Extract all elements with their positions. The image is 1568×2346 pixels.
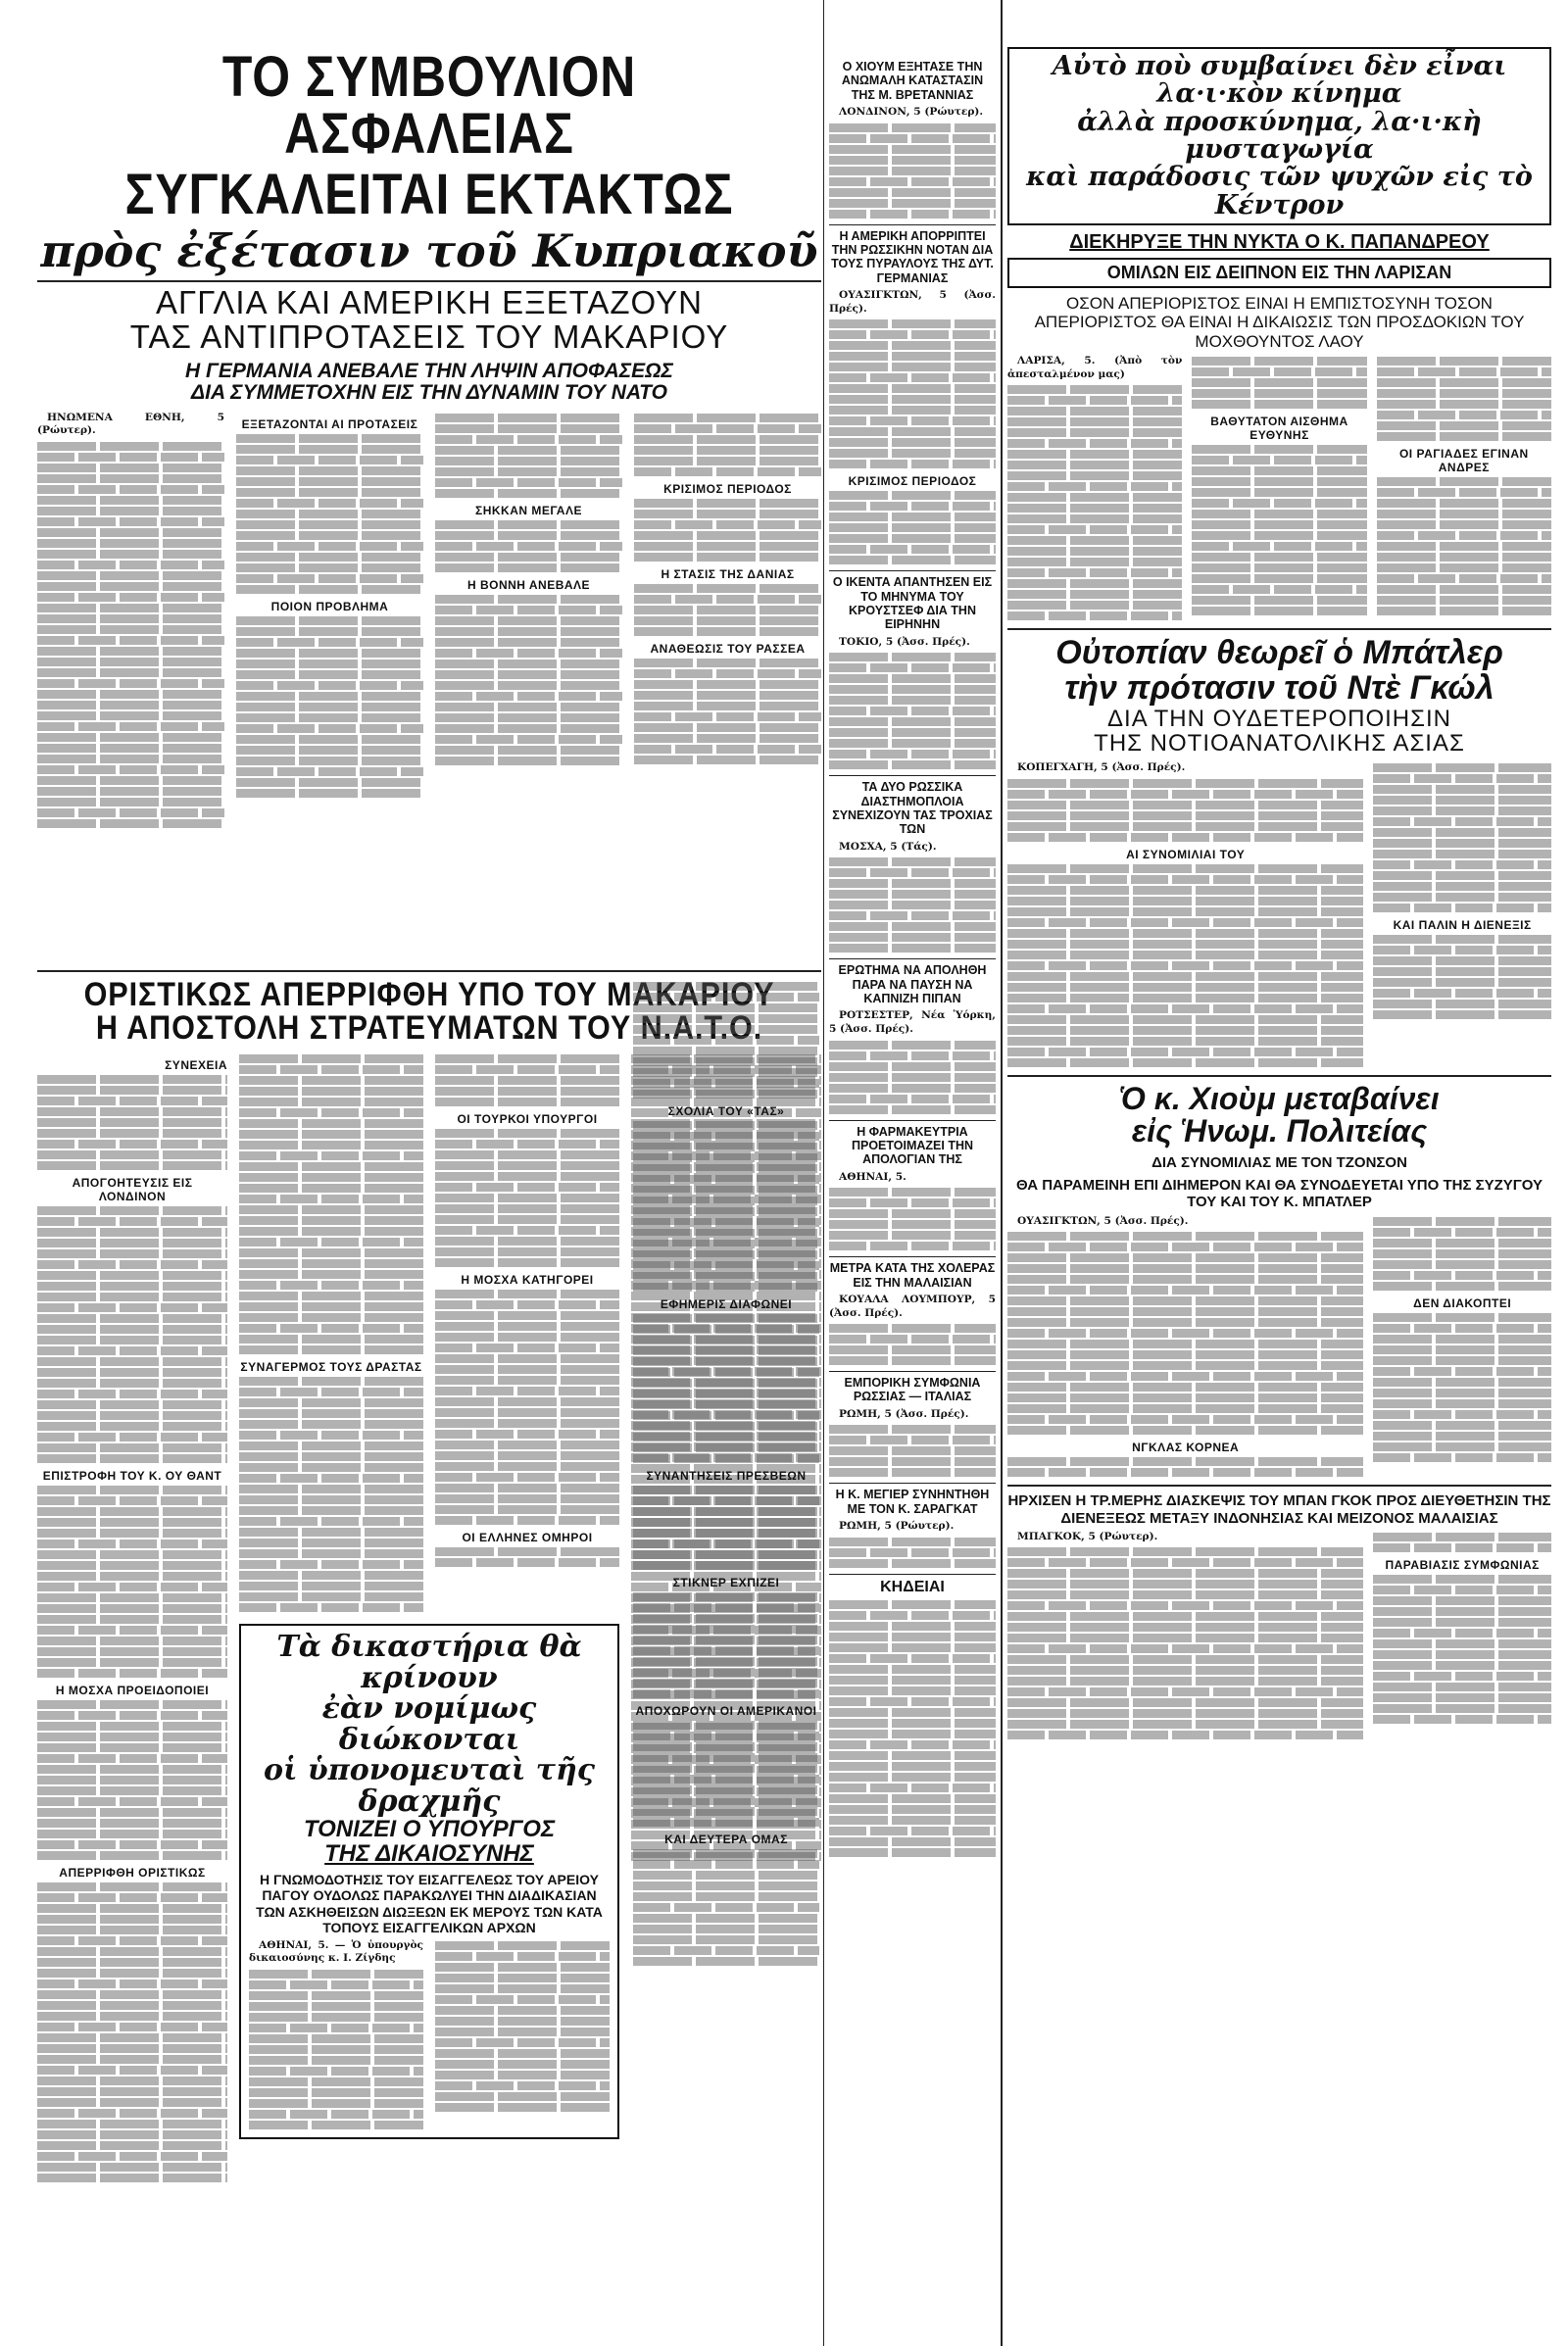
middle-inner-column [633, 980, 819, 2346]
courts-headline-line3: οἱ ὑπονομευταὶ τῆς δραχμῆς [263, 1753, 596, 1819]
story8-title: ΕΜΠΟΡΙΚΗ ΣΥΜΦΩΝΙΑ ΡΩΣΣΙΑΣ — ΙΤΑΛΙΑΣ [829, 1371, 996, 1404]
papandreou-headline-line2: ἀλλὰ προσκύνημα, λα·ι·κὴ μυσταγωγία [1077, 106, 1482, 166]
section-heading: ΣΧΟΛΙΑ ΤΟΥ «ΤΑΣ» [667, 1104, 785, 1118]
divider [1007, 1485, 1551, 1487]
story9-title: Η Κ. ΜΕΓΙΕΡ ΣΥΝΗΝΤΗΘΗ ΜΕ ΤΟΝ Κ. ΣΑΡΑΓΚΑΤ [829, 1483, 996, 1516]
section-heading: ΑΠΟΧΩΡΟΥΝ ΟΙ ΑΜΕΡΙΚΑΝΟΙ [635, 1704, 817, 1718]
papandreou-headline-line1: Αὐτὸ ποὺ συμβαίνει δὲν εἶναι λα·ι·κὸν κίνημα [1052, 51, 1507, 110]
story5-title: ΕΡΩΤΗΜΑ ΝΑ ΑΠΟΛΗΘΗ ΠΑΡΑ ΝΑ ΠΑΥΣΗ ΝΑ ΚΑΠΝΙΖΗ ΠΙΠΑΝ [829, 958, 996, 1005]
papandreou-dateline: ΛΑΡΙΣΑ, 5. (Ἀπὸ τὸν ἀπεσταλμένον μας) [1007, 355, 1183, 380]
divider [1007, 628, 1551, 630]
section-heading: ΕΞΕΤΑΖΟΝΤΑΙ ΑΙ ΠΡΟΤΑΣΕΙΣ [241, 416, 418, 431]
column-rule [1001, 0, 1003, 2346]
papandreou-label-box [1007, 258, 1551, 288]
section-heading: ΝΓΚΛΑΣ ΚΟΡΝΕΑ [1132, 1441, 1240, 1455]
section-heading: ΚΑΙ ΔΕΥΤΕΡΑ ΟΜΑΣ [664, 1833, 788, 1846]
courts-headline-line1: Τὰ δικαστήρια θὰ κρίνουν [276, 1630, 582, 1695]
story3-title: Ο ΙΚΕΝΤΑ ΑΠΑΝΤΗΣΕΝ ΕΙΣ ΤΟ ΜΗΝΥΜΑ ΤΟΥ ΚΡΟΥΣΤΣΕΦ ΔΙΑ ΤΗΝ ΕΙΡΗΝΗΝ [829, 570, 996, 632]
nato-headline-line1: ΟΡΙΣΤΙΚΩΣ ΑΠΕΡΡΙΦΘΗ ΥΠΟ ΤΟΥ ΜΑΚΑΡΙΟΥ [83, 978, 775, 1013]
section-heading: ΣΥΝΑΓΕΡΜΟΣ ΤΟΥΣ ΔΡΑΣΤΑΣ [240, 1360, 422, 1374]
story6-dateline: ΑΘΗΝΑΙ, 5. [839, 1170, 906, 1183]
lead-headline-line3: πρὸς ἐξέτασιν τοῦ Κυπριακοῦ [40, 224, 818, 277]
continued-label: ΣΥΝΕΧΕΙΑ [165, 1058, 227, 1072]
papandreou-label: ΟΜΙΛΩΝ ΕΙΣ ΔΕΙΠΝΟΝ ΕΙΣ ΤΗΝ ΛΑΡΙΣΑΝ [1106, 263, 1452, 283]
section-heading: ΚΡΙΣΙΜΟΣ ΠΕΡΙΟΔΟΣ [848, 474, 977, 489]
section-heading: Η ΜΟΣΧΑ ΠΡΟΕΙΔΟΠΟΙΕΙ [55, 1684, 210, 1697]
lead-deck-line1: Η ΓΕΡΜΑΝΙΑ ΑΝΕΒΑΛΕ ΤΗΝ ΛΗΨΙΝ ΑΠΟΦΑΣΕΩΣ [185, 359, 673, 382]
courts-dateline: ΑΘΗΝΑΙ, 5. — Ὁ ὑπουργὸς δικαιοσύνης κ. Ι. Ζίγδης [249, 1938, 423, 1965]
section-heading: ΣΥΝΑΝΤΗΣΕΙΣ ΠΡΕΣΒΕΩΝ [646, 1469, 807, 1483]
section-heading: ΑΝΑΘΕΩΣΙΣ ΤΟΥ ΡΑΣΣΕΑ [650, 641, 806, 656]
nato-col-2-3 [239, 1052, 619, 2184]
section-heading: ΣΤΙΚΝΕΡ ΕΧΠΙΖΕΙ [672, 1576, 780, 1589]
butler-headline-line1: Οὐτοπίαν θεωρεῖ ὁ Μπάτλερ [1055, 634, 1503, 672]
lead-col-3 [435, 412, 622, 830]
lead-col-4 [634, 412, 821, 830]
lead-col-2 [236, 412, 423, 830]
butler-headline-line2: τὴν πρότασιν τοῦ Ντὲ Γκώλ [1064, 669, 1494, 708]
butler-body [1007, 761, 1551, 1069]
section-heading: ΕΠΙΣΤΡΟΦΗ ΤΟΥ Κ. ΟΥ ΘΑΝΤ [42, 1469, 222, 1483]
lead-subhead-line2: ΤΑΣ ΑΝΤΙΠΡΟΤΑΣΕΙΣ ΤΟΥ ΜΑΚΑΡΙΟΥ [129, 318, 729, 355]
butler-dateline: ΚΟΠΕΓΧΑΓΗ, 5 (Ἀσσ. Πρές). [1017, 761, 1186, 774]
lead-headline-line2: ΣΥΓΚΑΛΕΙΤΑΙ ΕΚΤΑΚΤΩΣ [124, 163, 734, 226]
section-heading: Η ΒΟΝΝΗ ΑΝΕΒΑΛΕ [466, 577, 591, 592]
section-heading: ΟΙ ΤΟΥΡΚΟΙ ΥΠΟΥΡΓΟΙ [457, 1112, 598, 1126]
story9-dateline: ΡΩΜΗ, 5 (Ρώυτερ). [839, 1520, 955, 1533]
divider [1007, 1075, 1551, 1077]
section-heading: ΑΠΕΡΡΙΦΘΗ ΟΡΙΣΤΙΚΩΣ [59, 1866, 206, 1880]
story2-dateline: ΟΥΑΣΙΓΚΤΩΝ, 5 (Ἀσσ. Πρές). [829, 289, 996, 315]
section-heading: ΠΑΡΑΒΙΑΣΙΣ ΣΥΜΦΩΝΙΑΣ [1385, 1557, 1540, 1572]
section-heading: ΕΦΗΜΕΡΙΣ ΔΙΑΦΩΝΕΙ [660, 1297, 793, 1311]
story8-dateline: ΡΩΜΗ, 5 (Ἀσσ. Πρές). [839, 1407, 969, 1420]
papandreou-subhead: ΔΙΕΚΗΡΥΞΕ ΤΗΝ ΝΥΚΤΑ Ο Κ. ΠΑΠΑΝΔΡΕΟΥ [1069, 231, 1490, 254]
courts-story [239, 1624, 619, 2139]
courts-headline-line5: ΤΗΣ ΔΙΚΑΙΟΣΥΝΗΣ [324, 1840, 534, 1868]
courts-headline-line2: ἐὰν νομίμως διώκονται [321, 1691, 537, 1757]
hume-headline-line2: εἰς Ἡνωμ. Πολιτείας [1131, 1113, 1428, 1149]
hume-dateline: ΟΥΑΣΙΓΚΤΩΝ, 5 (Ἀσσ. Πρές). [1017, 1214, 1189, 1227]
deaths-title: ΚΗΔΕΙΑΙ [829, 1574, 996, 1596]
lead-deck-line2: ΔΙΑ ΣΥΜΜΕΤΟΧΗΝ ΕΙΣ ΤΗΝ ΔΥΝΑΜΙΝ ΤΟΥ ΝΑΤΟ [191, 380, 667, 404]
story1-title: Ο ΧΙΟΥΜ ΕΞΗΤΑΣΕ ΤΗΝ ΑΝΩΜΑΛΗ ΚΑΤΑΣΤΑΣΙΝ ΤΗΣ Μ. ΒΡΕΤΑΝΝΙΑΣ [841, 60, 984, 102]
papandreou-headline-box [1007, 47, 1551, 225]
section-heading: ΑΙ ΣΥΝΟΜΙΛΙΑΙ ΤΟΥ [1126, 847, 1246, 861]
divider [37, 280, 821, 282]
butler-headline-line4: ΤΗΣ ΝΟΤΙΟΑΝΑΤΟΛΙΚΗΣ ΑΣΙΑΣ [1094, 730, 1465, 758]
story2-title: Η ΑΜΕΡΙΚΗ ΑΠΟΡΡΙΠΤΕΙ ΤΗΝ ΡΩΣΣΙΚΗΝ ΝΟΤΑΝ ΔΙΑ ΤΟΥΣ ΠΥΡΑΥΛΟΥΣ ΤΗΣ ΔΥΤ. ΓΕΡΜΑΝΙΑΣ [829, 224, 996, 286]
section-heading: Η ΣΤΑΣΙΣ ΤΗΣ ΔΑΝΙΑΣ [661, 566, 795, 581]
hume-deck: ΘΑ ΠΑΡΑΜΕΙΝΗ ΕΠΙ ΔΙΗΜΕΡΟΝ ΚΑΙ ΘΑ ΣΥΝΟΔΕΥΕΤΑΙ ΥΠΟ ΤΗΣ ΣΥΖΥΓΟΥ ΤΟΥ ΚΑΙ ΤΟΥ Κ. ΜΠΑΤΛΕΡ [1015, 1177, 1544, 1211]
courts-deck: Η ΓΝΩΜΟΔΟΤΗΣΙΣ ΤΟΥ ΕΙΣΑΓΓΕΛΕΩΣ ΤΟΥ ΑΡΕΙΟΥ ΠΑΓΟΥ ΟΥΔΟΛΩΣ ΠΑΡΑΚΩΛΥΕΙ ΤΗΝ ΔΙΑΔΙΚΑΣΙΑΝ ΤΩΝ ΑΣΚΗΘΕΙΣΩΝ ΔΙΩΞΕΩΝ ΕΚ ΜΕΡΟΥΣ ΤΩΝ ΚΑΤΑ ΤΟΠΟΥΣ ΕΙΣΑΓΓΕΛΙΚΩΝ ΑΡΧΩΝ [256, 1872, 603, 1935]
hume-body [1007, 1215, 1551, 1480]
story7-title: ΜΕΤΡΑ ΚΑΤΑ ΤΗΣ ΧΟΛΕΡΑΣ ΕΙΣ ΤΗΝ ΜΑΛΑΙΣΙΑΝ [829, 1256, 996, 1290]
courts-headline-line4: ΤΟΝΙΖΕΙ Ο ΥΠΟΥΡΓΟΣ [303, 1816, 556, 1842]
section-heading: Η ΜΟΣΧΑ ΚΑΤΗΓΟΡΕΙ [461, 1273, 594, 1287]
story5-dateline: ΡΟΤΣΕΣΤΕΡ, Νέα Ὑόρκη, 5 (Ἀσσ. Πρές). [829, 1009, 996, 1036]
lead-headline-line1: ΤΟ ΣΥΜΒΟΥΛΙΟΝ ΑΣΦΑΛΕΙΑΣ [221, 49, 637, 166]
section-heading: ΚΑΙ ΠΑΛΙΝ Η ΔΙΕΝΕΞΙΣ [1393, 918, 1532, 933]
nato-headline-line2: Η ΑΠΟΣΤΟΛΗ ΣΤΡΑΤΕΥΜΑΤΩΝ ΤΟΥ Ν.Α.Τ.Ο. [95, 1009, 763, 1047]
papandreou-headline-line3: καὶ παράδοσις τῶν ψυχῶν εἰς τὸ Κέντρον [1026, 162, 1533, 220]
section-heading: ΟΙ ΡΑΓΙΑΔΕΣ ΕΓΙΝΑΝ ΑΝΔΡΕΣ [1398, 447, 1529, 475]
bangkok-body [1007, 1531, 1551, 1742]
section-heading: ΚΡΙΣΙΜΟΣ ΠΕΡΙΟΔΟΣ [663, 481, 792, 496]
column-rule [823, 0, 824, 2346]
section-heading: ΣΗΚΚΑΝ ΜΕΓΑΛΕ [475, 503, 582, 517]
divider [37, 970, 821, 972]
section-heading: ΟΙ ΕΛΛΗΝΕΣ ΟΜΗΡΟΙ [462, 1531, 593, 1544]
section-heading: ΒΑΘΥΤΑΤΟΝ ΑΙΣΘΗΜΑ ΕΥΘΥΝΗΣ [1210, 415, 1348, 443]
papandreou-body [1007, 355, 1551, 622]
papandreou-deck: ΟΣΟΝ ΑΠΕΡΙΟΡΙΣΤΟΣ ΕΙΝΑΙ Η ΕΜΠΙΣΤΟΣΥΝΗ ΤΟΣΟΝ ΑΠΕΡΙΟΡΙΣΤΟΣ ΘΑ ΕΙΝΑΙ Η ΔΙΚΑΙΩΣΙΣ ΤΩΝ ΠΡΟΣΔΟΚΙΩΝ ΤΟΥ ΜΟΧΘΟΥΝΤΟΣ ΛΑΟΥ [1034, 293, 1525, 351]
story3-dateline: ΤΟΚΙΟ, 5 (Ἀσσ. Πρές). [839, 635, 970, 648]
lead-story [37, 49, 821, 960]
lead-subhead-line1: ΑΓΓΛΙΑ ΚΑΙ ΑΜΕΡΙΚΗ ΕΞΕΤΑΖΟΥΝ [156, 284, 703, 321]
right-column [1007, 47, 1551, 2346]
story4-title: ΤΑ ΔΥΟ ΡΩΣΣΙΚΑ ΔΙΑΣΤΗΜΟΠΛΟΙΑ ΣΥΝΕΧΙΖΟΥΝ ΤΑΣ ΤΡΟΧΙΑΣ ΤΩΝ [829, 775, 996, 837]
section-heading: ΔΕΝ ΔΙΑΚΟΠΤΕΙ [1413, 1295, 1512, 1310]
butler-headline-line3: ΔΙΑ ΤΗΝ ΟΥΔΕΤΕΡΟΠΟΙΗΣΙΝ [1107, 705, 1451, 732]
story1-dateline: ΛΟΝΔΙΝΟΝ, 5 (Ρώυτερ). [839, 106, 984, 119]
story7-dateline: ΚΟΥΑΛΑ ΛΟΥΜΠΟΥΡ, 5 (Ἀσσ. Πρές). [829, 1294, 996, 1319]
lead-body [37, 412, 821, 830]
section-heading: ΠΟΙΟΝ ΠΡΟΒΛΗΜΑ [270, 599, 389, 613]
bangkok-dateline: ΜΠΑΓΚΟΚ, 5 (Ρώυτερ). [1017, 1530, 1158, 1542]
bangkok-title: ΗΡΧΙΣΕΝ Η ΤΡ.ΜΕΡΗΣ ΔΙΑΣΚΕΨΙΣ ΤΟΥ ΜΠΑΝ ΓΚΟΚ ΠΡΟΣ ΔΙΕΥΘΕΤΗΣΙΝ ΤΗΣ ΔΙΕΝΕΞΕΩΣ ΜΕΤΑΞΥ ΙΝΔΟΝΗΣΙΑΣ ΚΑΙ ΜΕΙΖΟΝΟΣ ΜΑΛΑΙΣΙΑΣ [1007, 1492, 1551, 1527]
hume-headline-line3: ΔΙΑ ΣΥΝΟΜΙΛΙΑΣ ΜΕ ΤΟΝ ΤΖΟΝΣΟΝ [1152, 1153, 1407, 1171]
section-heading: ΑΠΟΓΟΗΤΕΥΣΙΣ ΕΙΣ ΛΟΝΔΙΝΟΝ [72, 1176, 193, 1203]
hume-headline-line1: Ὁ κ. Χιοὺμ μεταβαίνει [1119, 1080, 1440, 1116]
story4-dateline: ΜΟΣΧΑ, 5 (Τάς). [839, 840, 937, 853]
lead-col-1 [37, 412, 224, 830]
lead-dateline: ΗΝΩΜΕΝΑ ΕΘΝΗ, 5 (Ρώυτερ). [37, 411, 224, 437]
middle-column [829, 54, 996, 2346]
nato-col-1 [37, 1052, 227, 2184]
story6-title: Η ΦΑΡΜΑΚΕΥΤΡΙΑ ΠΡΟΕΤΟΙΜΑΖΕΙ ΤΗΝ ΑΠΟΛΟΓΙΑΝ ΤΗΣ [829, 1120, 996, 1167]
